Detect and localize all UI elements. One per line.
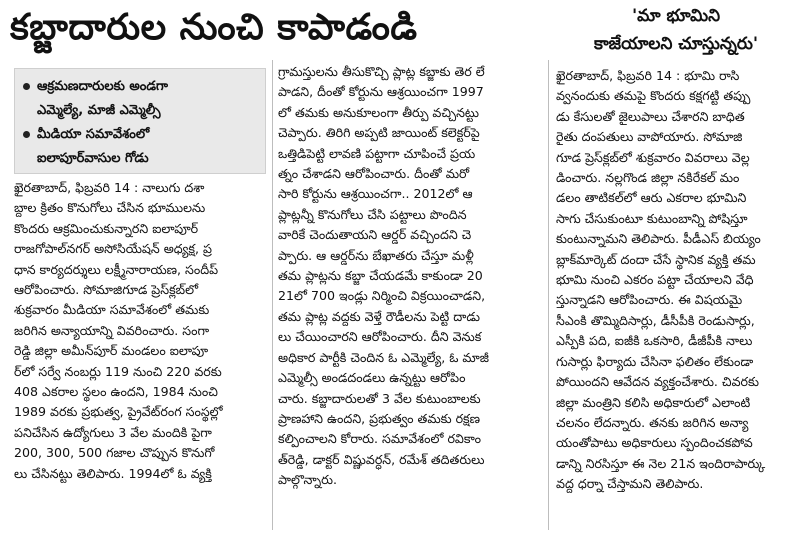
article-line: సారి కోర్టును ఆశ్రయించగా.. 2012లో ఆ [278, 186, 473, 202]
article-line: బ్దాల క్రితం కొనుగోలు చేసిన భూములను [14, 200, 206, 216]
article-line: ప్పారు. ఆ ఆర్డర్‌ను బేఖాతరు చేస్తూ మళ్లీ [278, 247, 474, 263]
bullet-icon [23, 131, 30, 138]
article-line: త్‌రెడ్డి, డాక్టర్ విష్ణువర్ధన్, రమేశ్ తదితరులు [278, 451, 485, 467]
article-line: కల్పించాలని కోరారు. సమావేశంలో రవికాం [278, 431, 482, 447]
article-line: రైతు దంపతులు వాపోయారు. సోమాజి [556, 129, 743, 145]
article-line: 200, 300, 500 గజాల చొప్పున కొనుగో [14, 445, 215, 461]
article-line: చలనం లేదన్నారు. తనకు జరిగిన అన్యా [556, 414, 749, 430]
article-line: వారికే చెందుతాయని ఆర్డర్ వచ్చిందని చె [278, 227, 472, 243]
article-line: లు చేసినట్టు తెలిపారు. 1994లో ఓ వ్యక్తి [14, 465, 212, 481]
column-divider-right [548, 60, 549, 530]
article-line: లు చేయించారని ఆరోపించారు. దీని వెనుక [278, 329, 482, 345]
article-line: ఖైరతాబాద్, ఫిబ్రవరి 14 : భూమి రాసి [556, 68, 740, 83]
article-line: రాజగోపాల్‌నగర్ అసోసియేషన్ అధ్యక్ష, ప్ర [14, 241, 212, 257]
article-line: ప్లాట్లన్నీ కొనుగోలు చేసి పట్టాలు పొందిన [278, 206, 467, 222]
highlight-text: మీడియా సమావేశంలో [37, 127, 150, 142]
article-line: పాడని, దీంతో కోర్టును ఆశ్రయించగా 1997 [278, 84, 484, 100]
article-line: సాగు చేసుకుంటూ కుటుంబాన్ని పోషిస్తూ [556, 210, 748, 226]
article-line: పనిచేసిన ఉద్యోగులు 3 వేల మందికి పైగా [14, 424, 212, 440]
article-line: ధాన కార్యదర్శులు లక్ష్మీనారాయణ, సందీప్ [14, 261, 219, 277]
highlight-item [23, 123, 259, 147]
article-line: ఎమ్మెల్సీ అండదండలు ఉన్నట్టు ఆరోపిం [278, 370, 466, 386]
article-line: 21లో 700 ఇండ్లు నిర్మించి విక్రయించాడని, [278, 288, 486, 304]
article-line: తమ ప్లాట్ల వద్దకు వెళ్తే రౌడీలను పెట్టి దాడు [278, 308, 481, 324]
bullet-icon [23, 83, 30, 90]
article-line: 408 ఎకరాల స్థలం ఉందని, 1984 నుంచి [14, 384, 218, 400]
article-line: గూడ ప్రెస్‌క్లబ్‌లో శుక్రవారం వివరాలు వెల్ల [556, 149, 750, 165]
article-line: డించారు. నల్లగొండ జిల్లా నకిరేకల్ మం [556, 170, 740, 186]
article-line: జరిగిన అన్యాయాన్ని వివరించారు. సంగా [14, 322, 210, 338]
main-headline: కబ్జాదారుల నుంచి కాపాడండి [10, 7, 418, 48]
article-column-3 [556, 66, 792, 532]
highlight-text: ఆక్రమణదారులకు అండగా [37, 79, 168, 94]
article-line: ప్రాణహాని ఉందని, ప్రభుత్వం తమకు రక్షణ [278, 410, 481, 426]
article-line: వద్ద ధర్నా చేస్తామని తెలిపారు. [556, 476, 704, 492]
article-line: భూమి నుంచి ఎకరం పట్టా చేయాలని వేధి [556, 272, 754, 288]
article-line: ర్‌లో సర్వే నంబర్లు 119 నుంచి 220 వరకు [14, 363, 222, 379]
article-line: యంతోపాటు అధికారులు స్పందించకపోవ [556, 435, 753, 451]
article-line: అధికార పార్టీకి చెందిన ఓ ఎమ్మెల్యే, ఓ మాజీ [278, 349, 490, 365]
article-line: ఖైరతాబాద్, ఫిబ్రవరి 14 : నాలుగు దశా [14, 180, 205, 195]
article-line: సీఎంకి తొమ్మిదిసార్లు, డీసీపీకి రెండుసార్లు, [556, 312, 755, 328]
highlight-item [23, 99, 259, 123]
side-headline-line-1: 'మా భూమిని [631, 6, 721, 26]
article-column-1 [14, 178, 268, 528]
article-line: బ్లాక్‌మార్కెట్ దందా చేసే స్థానిక వ్యక్తి తమ [556, 251, 756, 267]
article-line: స్తున్నాడని ఆరోపించారు. ఈ విషయమై [556, 292, 743, 308]
article-line: త్నం చేశాడని ఆరోపించారు. దీంతో మరో [278, 166, 470, 182]
article-line: కొందరు ఆక్రమించుకున్నారని ఐలాపూర్ [14, 220, 199, 236]
highlight-item [23, 147, 259, 171]
highlight-text: ఐలాపూర్‌వాసుల గోడు [37, 151, 149, 166]
article-line: గుసార్లు ఫిర్యాదు చేసినా ఫలితం లేకుండా [556, 353, 754, 369]
article-line: చెప్పారు. తిరిగి అప్పటి జాయింట్ కలెక్టర్‌పై [278, 125, 480, 141]
article-line: ఆరోపించారు. సోమాజిగూడ ప్రెస్‌క్లబ్‌లో [14, 282, 199, 298]
article-line: పాల్గొన్నారు. [278, 472, 337, 488]
article-line: కుంటున్నామని తెలిపారు. పీడీఎస్ బియ్యం [556, 231, 761, 247]
highlight-text: ఎమ్మెల్యే, మాజీ ఎమ్మెల్సీ [37, 103, 161, 118]
article-line: రెడ్డి జిల్లా అమీన్‌పూర్ మండలం ఐలాపూ [14, 343, 209, 359]
article-line: తమ ప్లాట్లను కబ్జా చేయడమే కాకుండా 20 [278, 268, 483, 284]
article-line: డాన్ని నిరసిస్తూ ఈ నెల 21న ఇందిరాపార్కు [556, 455, 766, 471]
side-headline [560, 2, 792, 62]
article-line: డలం తాటికల్‌లో ఆరు ఎకరాల భూమిని [556, 190, 747, 206]
article-line: 1989 వరకు ప్రభుత్వ, ప్రైవేట్‌రంగ సంస్థల్లో [14, 404, 223, 420]
article-line: చారు. కబ్జాదారులతో 3 వేల కుటుంబాలకు [278, 390, 481, 406]
article-line: జిల్లా మంత్రిని కలిసి అధికారులో ఎలాంటి [556, 394, 751, 410]
article-line: డు కేసులతో జైలుపాలు చేశారని బాధిత [556, 108, 745, 124]
article-line: శుక్రవారం మీడియా సమావేశంలో తమకు [14, 302, 210, 318]
side-headline-line-2: కాజేయాలని చూస్తున్నరు' [593, 34, 759, 54]
article-line: ఎస్పీకి పది, ఐజీకి ఒకసారి, డీజీపీకి నాలు [556, 333, 753, 349]
article-line: ఒత్తిడిపెట్టి లావణి పట్టాగా చూపించే ప్రయ [278, 145, 476, 161]
article-line: లో తమకు అనుకూలంగా తీర్పు వచ్చినట్టు [278, 104, 480, 120]
column-divider-left [272, 60, 273, 530]
article-line: పోయిందని ఆవేదన వ్యక్తంచేశారు. చివరకు [556, 374, 759, 390]
article-column-2 [278, 62, 540, 532]
highlight-item [23, 75, 259, 99]
article-line: గ్రామస్తులను తీసుకొచ్చి ప్లాట్ల కబ్జాకు తెర లే [278, 64, 485, 79]
article-line: వ్వనందుకు తమపై కొందరు కక్షగట్టి తప్పు [556, 88, 751, 104]
highlights-box [14, 68, 266, 174]
